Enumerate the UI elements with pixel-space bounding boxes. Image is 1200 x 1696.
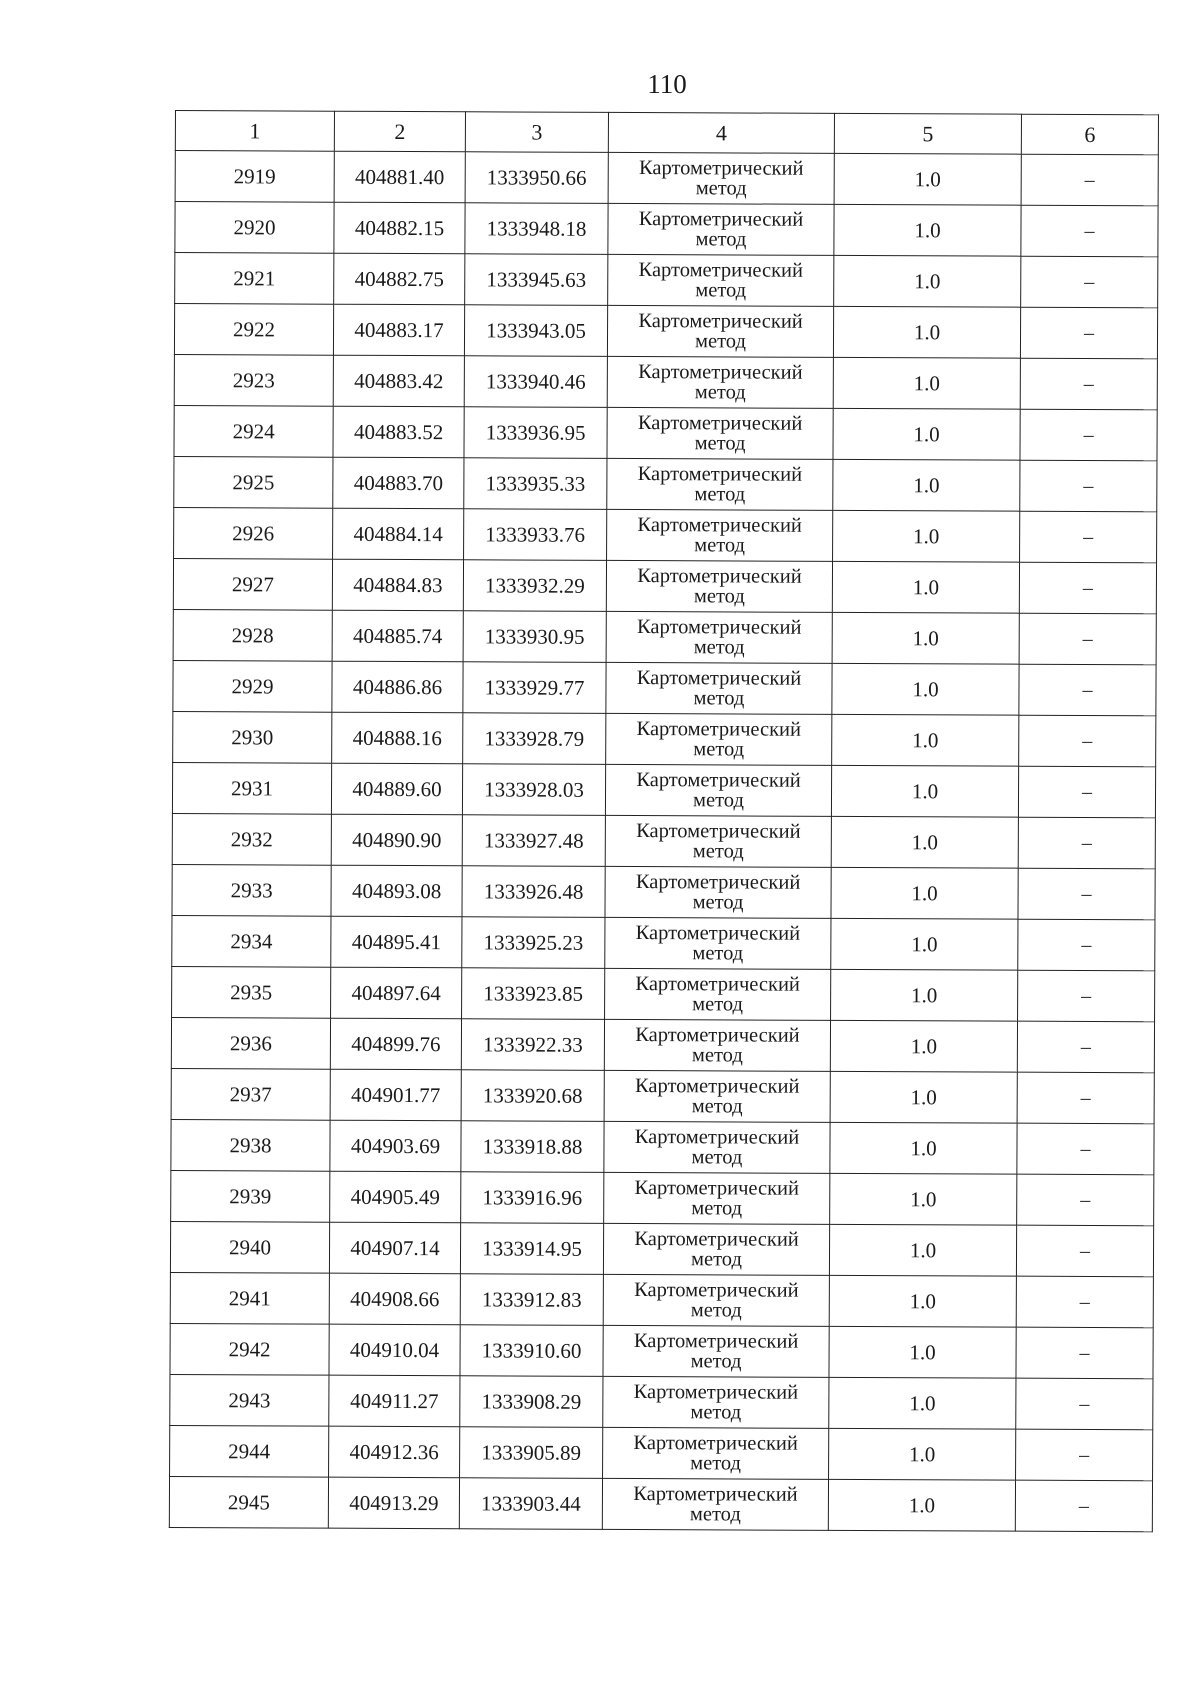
method-cell (602, 1478, 828, 1530)
note-cell: – (1018, 919, 1155, 971)
y-coordinate-cell: 1333950.66 (465, 152, 608, 204)
method-line-1: Картометрический (634, 1126, 800, 1149)
method-line-1: Картометрический (635, 973, 800, 996)
method-cell (608, 152, 834, 204)
y-coordinate-cell: 1333928.03 (462, 764, 605, 816)
table-body (169, 111, 1158, 1532)
y-coordinate-cell: 1333936.95 (464, 407, 607, 459)
accuracy-cell: 1.0 (833, 357, 1020, 409)
table-row (169, 1476, 1152, 1531)
note-cell: – (1020, 409, 1157, 461)
method-cell (607, 509, 833, 561)
point-number-cell: 2929 (173, 660, 332, 712)
note-cell: – (1020, 307, 1157, 359)
accuracy-cell: 1.0 (830, 1020, 1017, 1072)
point-number-cell: 2924 (174, 405, 333, 457)
x-coordinate-cell: 404907.14 (329, 1222, 460, 1274)
x-coordinate-cell: 404903.69 (330, 1120, 461, 1172)
method-line-1: Картометрический (638, 157, 804, 180)
method-cell (606, 713, 832, 765)
note-cell: – (1018, 970, 1155, 1022)
y-coordinate-cell: 1333933.76 (464, 509, 607, 561)
x-coordinate-cell: 404884.14 (333, 508, 464, 560)
note-cell: – (1019, 715, 1156, 767)
column-header: 5 (834, 113, 1021, 154)
note-cell: – (1019, 664, 1156, 716)
method-line-1: Картометрический (637, 514, 802, 537)
note-cell: – (1016, 1429, 1153, 1481)
method-cell (603, 1376, 829, 1428)
method-line-2: метод (691, 1095, 743, 1118)
note-cell: – (1016, 1327, 1153, 1379)
point-number-cell: 2941 (170, 1272, 329, 1324)
method-line-1: Картометрический (634, 1228, 799, 1251)
method-cell (608, 203, 834, 255)
method-line-1: Картометрический (634, 1177, 800, 1200)
point-number-cell: 2939 (171, 1170, 330, 1222)
accuracy-cell: 1.0 (832, 561, 1019, 613)
y-coordinate-cell: 1333920.68 (461, 1070, 604, 1122)
point-number-cell: 2935 (172, 966, 331, 1018)
method-line-2: метод (692, 942, 744, 965)
point-number-cell: 2944 (170, 1425, 329, 1477)
table-row (172, 762, 1155, 817)
x-coordinate-cell: 404905.49 (330, 1171, 461, 1223)
x-coordinate-cell: 404889.60 (331, 763, 462, 815)
accuracy-cell: 1.0 (834, 153, 1021, 205)
method-line-2: метод (693, 789, 744, 812)
method-line-1: Картометрический (635, 871, 801, 894)
point-number-cell: 2926 (174, 507, 333, 559)
accuracy-cell: 1.0 (829, 1275, 1016, 1327)
point-number-cell: 2927 (173, 558, 332, 610)
x-coordinate-cell: 404882.75 (334, 253, 465, 305)
x-coordinate-cell: 404897.64 (331, 967, 462, 1019)
method-line-2: метод (693, 687, 745, 710)
table-row (174, 405, 1157, 460)
column-header: 6 (1021, 114, 1158, 155)
method-line-2: метод (692, 891, 744, 914)
method-line-1: Картометрический (638, 208, 804, 231)
column-header: 4 (608, 112, 834, 153)
point-number-cell: 2938 (171, 1119, 330, 1171)
method-cell (603, 1223, 829, 1275)
method-line-2: метод (693, 738, 745, 761)
y-coordinate-cell: 1333928.79 (463, 713, 606, 765)
method-line-2: метод (689, 1503, 741, 1526)
method-line-1: Картометрический (637, 565, 802, 588)
page-number: 110 (647, 69, 687, 99)
x-coordinate-cell: 404882.15 (334, 202, 465, 254)
accuracy-cell: 1.0 (834, 255, 1021, 307)
y-coordinate-cell: 1333926.48 (462, 866, 605, 918)
y-coordinate-cell: 1333912.83 (460, 1274, 603, 1326)
table-row (170, 1323, 1153, 1378)
x-coordinate-cell: 404888.16 (332, 712, 463, 764)
method-cell (604, 1121, 830, 1173)
method-line-1: Картометрический (635, 1024, 800, 1047)
method-line-1: Картометрический (636, 820, 801, 843)
method-line-1: Картометрический (633, 1330, 799, 1353)
accuracy-cell: 1.0 (830, 1173, 1017, 1225)
method-line-2: метод (695, 228, 747, 251)
table-row (171, 1017, 1154, 1072)
accuracy-cell: 1.0 (833, 306, 1020, 358)
x-coordinate-cell: 404885.74 (332, 610, 463, 662)
point-number-cell: 2930 (173, 711, 332, 763)
table-row (174, 507, 1157, 562)
y-coordinate-cell: 1333914.95 (460, 1223, 603, 1275)
note-cell: – (1016, 1225, 1153, 1277)
method-line-2: метод (690, 1350, 742, 1373)
method-cell (605, 815, 831, 867)
accuracy-cell: 1.0 (829, 1224, 1016, 1276)
method-cell (606, 662, 832, 714)
y-coordinate-cell: 1333916.96 (461, 1172, 604, 1224)
method-line-2: метод (690, 1452, 742, 1475)
accuracy-cell: 1.0 (830, 1071, 1017, 1123)
method-cell (603, 1427, 829, 1479)
accuracy-cell: 1.0 (831, 765, 1018, 817)
method-line-2: метод (693, 585, 745, 608)
table-row (173, 660, 1156, 715)
method-line-2: метод (692, 840, 744, 863)
accuracy-cell: 1.0 (828, 1479, 1015, 1531)
x-coordinate-cell: 404895.41 (331, 916, 462, 968)
table-row (174, 304, 1157, 359)
method-line-2: метод (692, 993, 744, 1016)
point-number-cell: 2922 (174, 304, 333, 356)
method-line-1: Картометрический (638, 310, 803, 333)
x-coordinate-cell: 404901.77 (330, 1069, 461, 1121)
y-coordinate-cell: 1333903.44 (459, 1478, 602, 1530)
point-number-cell: 2933 (172, 864, 331, 916)
method-cell (605, 764, 831, 816)
y-coordinate-cell: 1333918.88 (461, 1121, 604, 1173)
method-line-1: Картометрический (636, 667, 802, 690)
y-coordinate-cell: 1333940.46 (464, 356, 607, 408)
method-cell (607, 356, 833, 408)
x-coordinate-cell: 404893.08 (331, 865, 462, 917)
table-row (171, 1170, 1154, 1225)
table-row (172, 966, 1155, 1021)
method-line-1: Картометрический (633, 1381, 799, 1404)
method-line-2: метод (694, 483, 746, 506)
accuracy-cell: 1.0 (831, 918, 1018, 970)
y-coordinate-cell: 1333923.85 (462, 968, 605, 1020)
table-row (170, 1374, 1153, 1429)
method-cell (605, 968, 831, 1020)
note-cell: – (1021, 205, 1158, 257)
table-row (170, 1221, 1153, 1276)
y-coordinate-cell: 1333945.63 (465, 254, 608, 306)
note-cell: – (1019, 613, 1156, 665)
note-cell: – (1021, 256, 1158, 308)
x-coordinate-cell: 404883.42 (333, 355, 464, 407)
note-cell: – (1017, 1174, 1154, 1226)
point-number-cell: 2923 (174, 354, 333, 406)
note-cell: – (1017, 1072, 1154, 1124)
column-header: 3 (465, 112, 608, 153)
note-cell: – (1020, 460, 1157, 512)
table-row (172, 915, 1155, 970)
method-line-2: метод (695, 177, 747, 200)
method-line-1: Картометрический (634, 1279, 799, 1302)
method-line-1: Картометрический (633, 1483, 798, 1506)
table-row (170, 1272, 1153, 1327)
method-cell (608, 254, 834, 306)
point-number-cell: 2932 (172, 813, 331, 865)
table-row (172, 813, 1155, 868)
x-coordinate-cell: 404886.86 (332, 661, 463, 713)
point-number-cell: 2931 (172, 762, 331, 814)
point-number-cell: 2921 (175, 253, 334, 305)
note-cell: – (1018, 817, 1155, 869)
y-coordinate-cell: 1333943.05 (464, 305, 607, 357)
table-row (175, 151, 1158, 206)
table-row (170, 1425, 1153, 1480)
y-coordinate-cell: 1333905.89 (460, 1427, 603, 1479)
method-line-2: метод (691, 1044, 743, 1067)
point-number-cell: 2928 (173, 609, 332, 661)
method-line-1: Картометрический (635, 922, 801, 945)
method-cell (607, 407, 833, 459)
method-line-2: метод (693, 636, 745, 659)
coordinates-table (169, 110, 1159, 1532)
point-number-cell: 2943 (170, 1374, 329, 1426)
table-row (174, 456, 1157, 511)
method-line-2: метод (691, 1248, 742, 1271)
column-header: 1 (175, 111, 334, 152)
method-cell (607, 458, 833, 510)
accuracy-cell: 1.0 (831, 969, 1018, 1021)
method-line-1: Картометрический (636, 616, 802, 639)
accuracy-cell: 1.0 (833, 408, 1020, 460)
note-cell: – (1016, 1276, 1153, 1328)
table-row (171, 1068, 1154, 1123)
method-cell (603, 1325, 829, 1377)
note-cell: – (1020, 511, 1157, 563)
accuracy-cell: 1.0 (833, 459, 1020, 511)
y-coordinate-cell: 1333925.23 (462, 917, 605, 969)
point-number-cell: 2942 (170, 1323, 329, 1375)
table-row (175, 202, 1158, 257)
y-coordinate-cell: 1333927.48 (462, 815, 605, 867)
method-line-1: Картометрический (633, 1432, 798, 1455)
method-cell (605, 917, 831, 969)
note-cell: – (1018, 868, 1155, 920)
point-number-cell: 2925 (174, 456, 333, 508)
y-coordinate-cell: 1333948.18 (465, 203, 608, 255)
x-coordinate-cell: 404890.90 (331, 814, 462, 866)
method-line-2: метод (694, 534, 746, 557)
accuracy-cell: 1.0 (831, 867, 1018, 919)
x-coordinate-cell: 404883.70 (333, 457, 464, 509)
point-number-cell: 2934 (172, 915, 331, 967)
method-line-1: Картометрический (636, 769, 801, 792)
note-cell: – (1021, 154, 1158, 206)
method-line-1: Картометрический (634, 1075, 800, 1098)
method-line-1: Картометрический (636, 718, 802, 741)
point-number-cell: 2919 (175, 151, 334, 203)
accuracy-cell: 1.0 (829, 1428, 1016, 1480)
method-line-2: метод (694, 432, 746, 455)
x-coordinate-cell: 404881.40 (334, 151, 465, 203)
method-cell (603, 1274, 829, 1326)
method-cell (606, 611, 832, 663)
accuracy-cell: 1.0 (833, 510, 1020, 562)
table-row (173, 711, 1156, 766)
x-coordinate-cell: 404884.83 (332, 559, 463, 611)
method-line-1: Картометрический (638, 361, 803, 384)
note-cell: – (1015, 1480, 1152, 1532)
x-coordinate-cell: 404912.36 (329, 1426, 460, 1478)
method-line-2: метод (694, 381, 746, 404)
method-line-2: метод (691, 1197, 743, 1220)
x-coordinate-cell: 404883.52 (333, 406, 464, 458)
method-line-1: Картометрический (637, 412, 803, 435)
point-number-cell: 2945 (169, 1476, 328, 1528)
method-cell (607, 305, 833, 357)
y-coordinate-cell: 1333930.95 (463, 611, 606, 663)
note-cell: – (1016, 1378, 1153, 1430)
x-coordinate-cell: 404911.27 (329, 1375, 460, 1427)
y-coordinate-cell: 1333929.77 (463, 662, 606, 714)
accuracy-cell: 1.0 (829, 1377, 1016, 1429)
point-number-cell: 2937 (171, 1068, 330, 1120)
y-coordinate-cell: 1333908.29 (460, 1376, 603, 1428)
method-cell (604, 1070, 830, 1122)
method-line-2: метод (695, 330, 746, 353)
table-header-row (175, 111, 1158, 155)
method-line-1: Картометрический (638, 259, 804, 282)
accuracy-cell: 1.0 (834, 204, 1021, 256)
y-coordinate-cell: 1333922.33 (461, 1019, 604, 1071)
y-coordinate-cell: 1333910.60 (460, 1325, 603, 1377)
table-row (175, 253, 1158, 308)
method-cell (604, 1172, 830, 1224)
method-cell (606, 560, 832, 612)
y-coordinate-cell: 1333935.33 (464, 458, 607, 510)
point-number-cell: 2936 (171, 1017, 330, 1069)
x-coordinate-cell: 404899.76 (330, 1018, 461, 1070)
method-cell (605, 866, 831, 918)
note-cell: – (1019, 562, 1156, 614)
accuracy-cell: 1.0 (832, 612, 1019, 664)
note-cell: – (1018, 766, 1155, 818)
x-coordinate-cell: 404883.17 (333, 304, 464, 356)
method-line-2: метод (691, 1146, 743, 1169)
note-cell: – (1017, 1021, 1154, 1073)
coordinates-table-container (169, 110, 1158, 1532)
note-cell: – (1017, 1123, 1154, 1175)
table-row (174, 354, 1157, 409)
note-cell: – (1020, 358, 1157, 410)
method-line-1: Картометрический (637, 463, 803, 486)
accuracy-cell: 1.0 (832, 714, 1019, 766)
table-row (173, 558, 1156, 613)
x-coordinate-cell: 404908.66 (329, 1273, 460, 1325)
point-number-cell: 2940 (170, 1221, 329, 1273)
accuracy-cell: 1.0 (832, 663, 1019, 715)
table-row (173, 609, 1156, 664)
method-line-2: метод (695, 279, 747, 302)
method-cell (604, 1019, 830, 1071)
accuracy-cell: 1.0 (831, 816, 1018, 868)
accuracy-cell: 1.0 (830, 1122, 1017, 1174)
point-number-cell: 2920 (175, 202, 334, 254)
table-row (171, 1119, 1154, 1174)
y-coordinate-cell: 1333932.29 (463, 560, 606, 612)
method-line-2: метод (690, 1401, 742, 1424)
x-coordinate-cell: 404910.04 (329, 1324, 460, 1376)
column-header: 2 (334, 111, 465, 152)
accuracy-cell: 1.0 (829, 1326, 1016, 1378)
table-row (172, 864, 1155, 919)
x-coordinate-cell: 404913.29 (328, 1477, 459, 1529)
method-line-2: метод (690, 1299, 742, 1322)
